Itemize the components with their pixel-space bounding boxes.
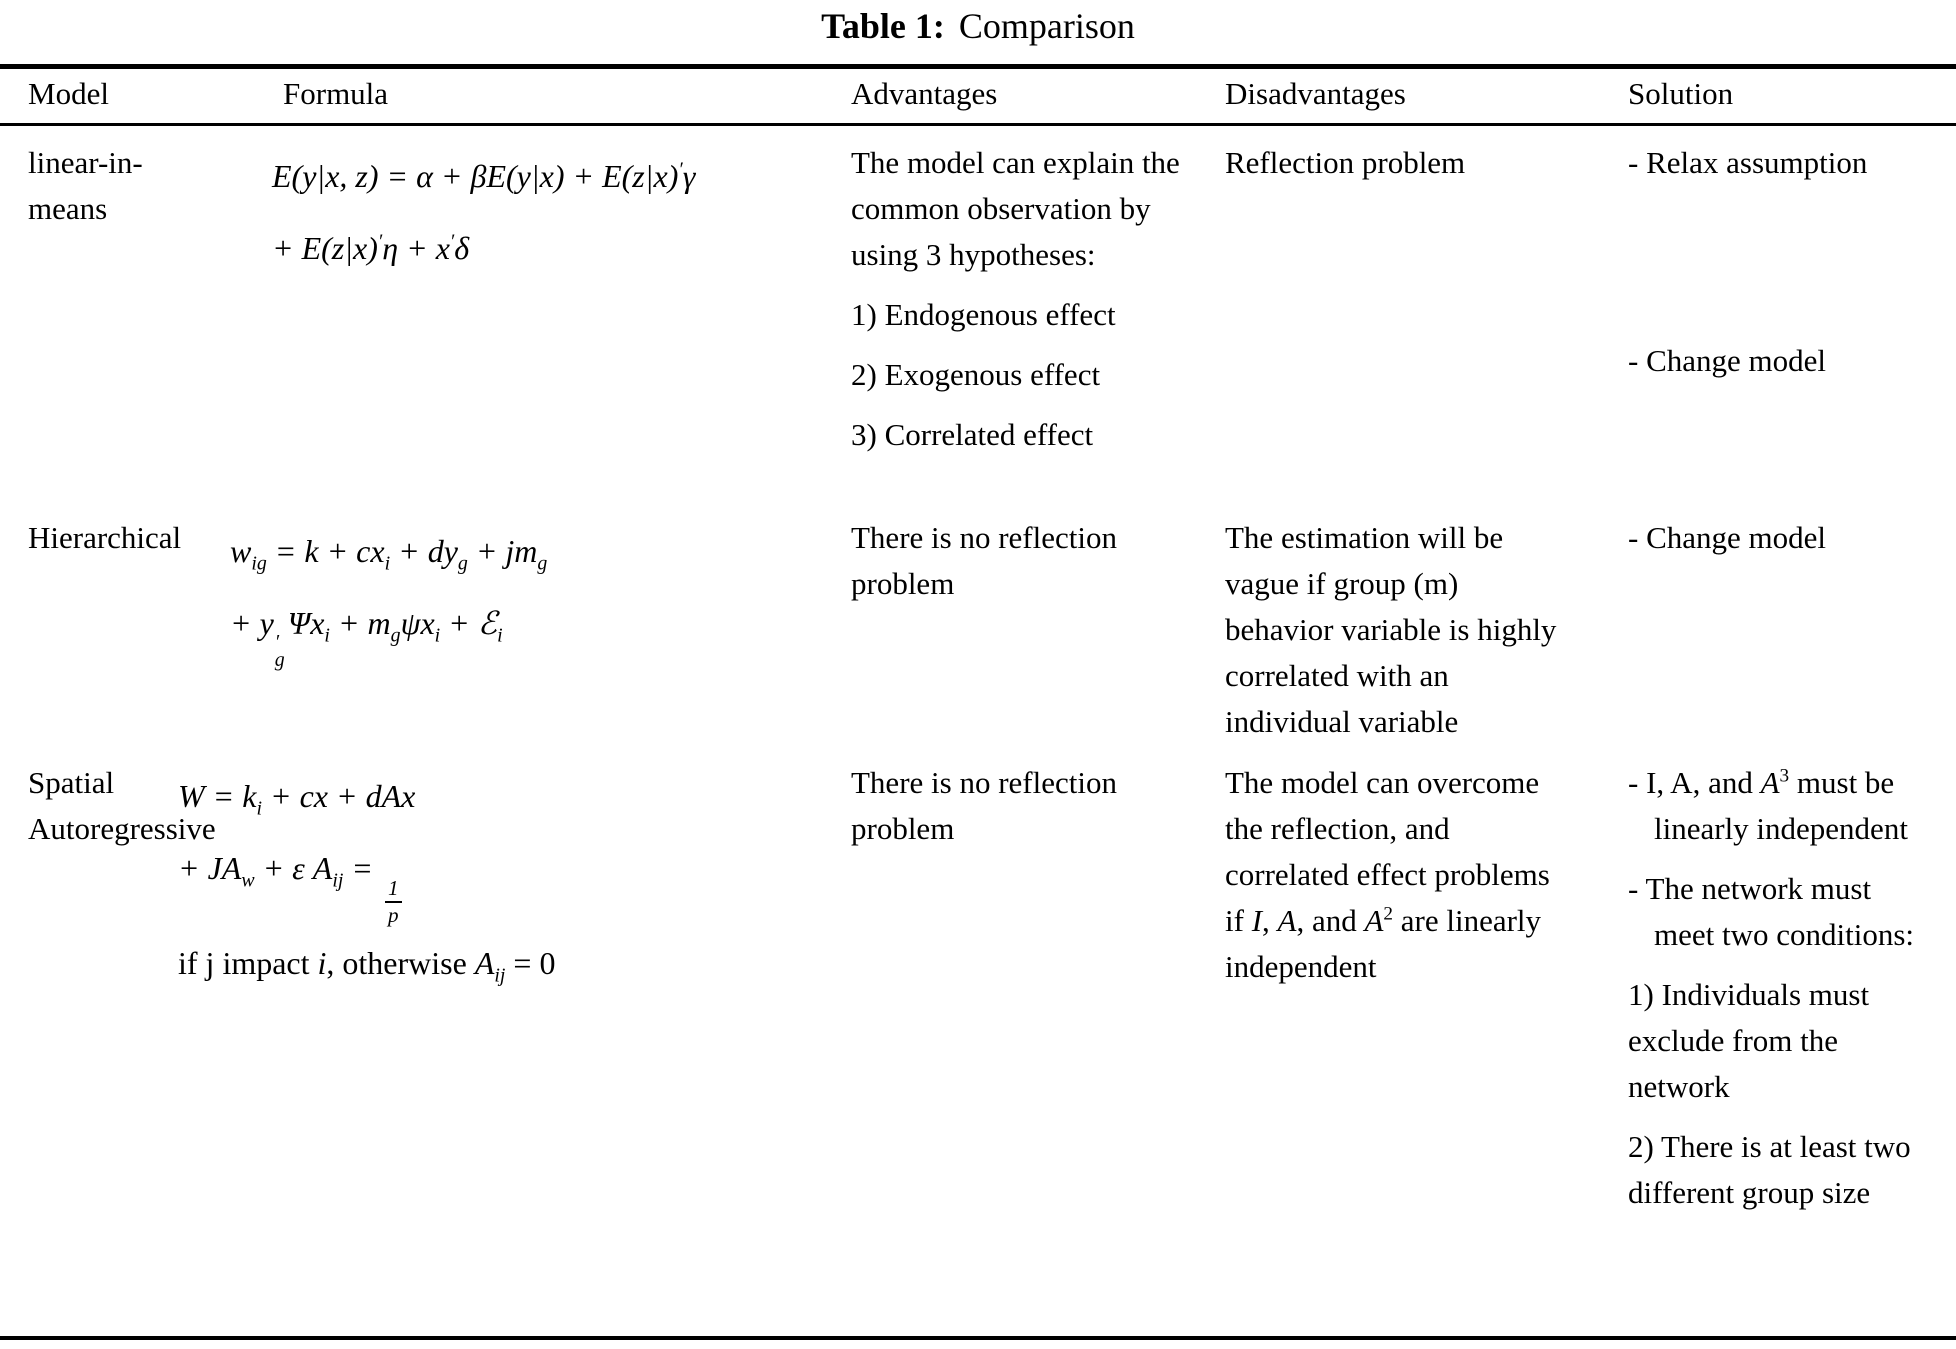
table-body [0, 126, 1956, 1337]
solution-cell [1628, 515, 1934, 561]
cell-line: The model can explain the common observation by using 3 hypotheses: [851, 145, 1180, 272]
column-header-formula: Formula [283, 76, 389, 111]
cell-line: Reflection problem [1225, 145, 1466, 180]
column-header-solution: Solution [1628, 76, 1734, 111]
advantages-cell [851, 760, 1211, 852]
model-cell [0, 140, 283, 232]
cell-line: The model can overcome the reflection, and correlated effect problems if I, A, and $A^2$ are linearly independent [1225, 765, 1550, 984]
cell-line: if j impact i, otherwise $A_{ij} = 0$ [178, 945, 556, 987]
cell-line: means [28, 191, 108, 226]
table-number-label: Table 1: [821, 6, 945, 46]
cell-line: 2) Exogenous effect [851, 357, 1101, 392]
cell-line: The estimation will be vague if group (m) behavior variable is highly correlated with an individual variable [1225, 520, 1557, 739]
cell-line: - I, A, and $A^3$ must be linearly independent [1628, 765, 1908, 846]
cell-line: - Change model [1628, 343, 1827, 378]
cell-line: - Change model [1628, 520, 1827, 555]
advantages-cell [851, 140, 1211, 458]
solution-cell [1628, 140, 1934, 384]
cell-line: 2) There is at least two different group size [1628, 1129, 1911, 1210]
cell-line: - The network must meet two conditions: [1628, 871, 1915, 952]
cell-line: 3) Correlated effect [851, 417, 1094, 452]
table-caption [0, 0, 1956, 58]
cell-line: There is no reflection problem [851, 765, 1117, 846]
disadvantages-cell [1225, 140, 1570, 186]
cell-line: + $JA_w + \varepsilon$ $A_{ij}$ = $\frac{1}{p}$ [178, 832, 851, 927]
cell-line: Autoregressive [28, 811, 216, 846]
formula-cell [230, 515, 851, 670]
table-title-text: Comparison [958, 6, 1135, 46]
advantages-cell [851, 515, 1211, 607]
cell-line: + E(z|x)′η + x′δ [272, 230, 470, 266]
cell-line: - Relax assumption [1628, 145, 1868, 180]
cell-line: linear-in- [28, 145, 143, 180]
disadvantages-cell [1225, 760, 1570, 990]
table-header-row [0, 69, 1956, 123]
formula-cell [272, 140, 851, 284]
solution-cell [1628, 760, 1934, 1216]
cell-line: E(y|x, z) = α + βE(y|x) + E(z|x)′γ [272, 158, 696, 194]
table-bottom-rule [0, 1336, 1956, 1340]
cell-line: 1) Endogenous effect [851, 297, 1116, 332]
cell-line: 1) Individuals must exclude from the network [1628, 977, 1870, 1104]
cell-line: $W = k_i$ + cx + dAx [178, 778, 416, 820]
formula-cell [178, 760, 851, 999]
column-header-model: Model [28, 76, 109, 111]
cell-line: + y ′ g $\Psi x_i + m_g\psi x_i$ + ℰ$_i$ [230, 605, 503, 671]
table-row-linear-in-means [0, 126, 1956, 501]
cell-line: $w_{ig} = k + cx_i + dy_g + jm_g$ [230, 533, 548, 575]
table-row-spatial-autoregressive [0, 746, 1956, 1337]
cell-line: Spatial [28, 765, 115, 800]
cell-line: Hierarchical [28, 520, 182, 555]
column-header-advantages: Advantages [851, 76, 998, 111]
disadvantages-cell [1225, 515, 1570, 745]
column-header-disadvantages: Disadvantages [1225, 76, 1406, 111]
cell-line: There is no reflection problem [851, 520, 1117, 601]
table-row-hierarchical [0, 501, 1956, 746]
